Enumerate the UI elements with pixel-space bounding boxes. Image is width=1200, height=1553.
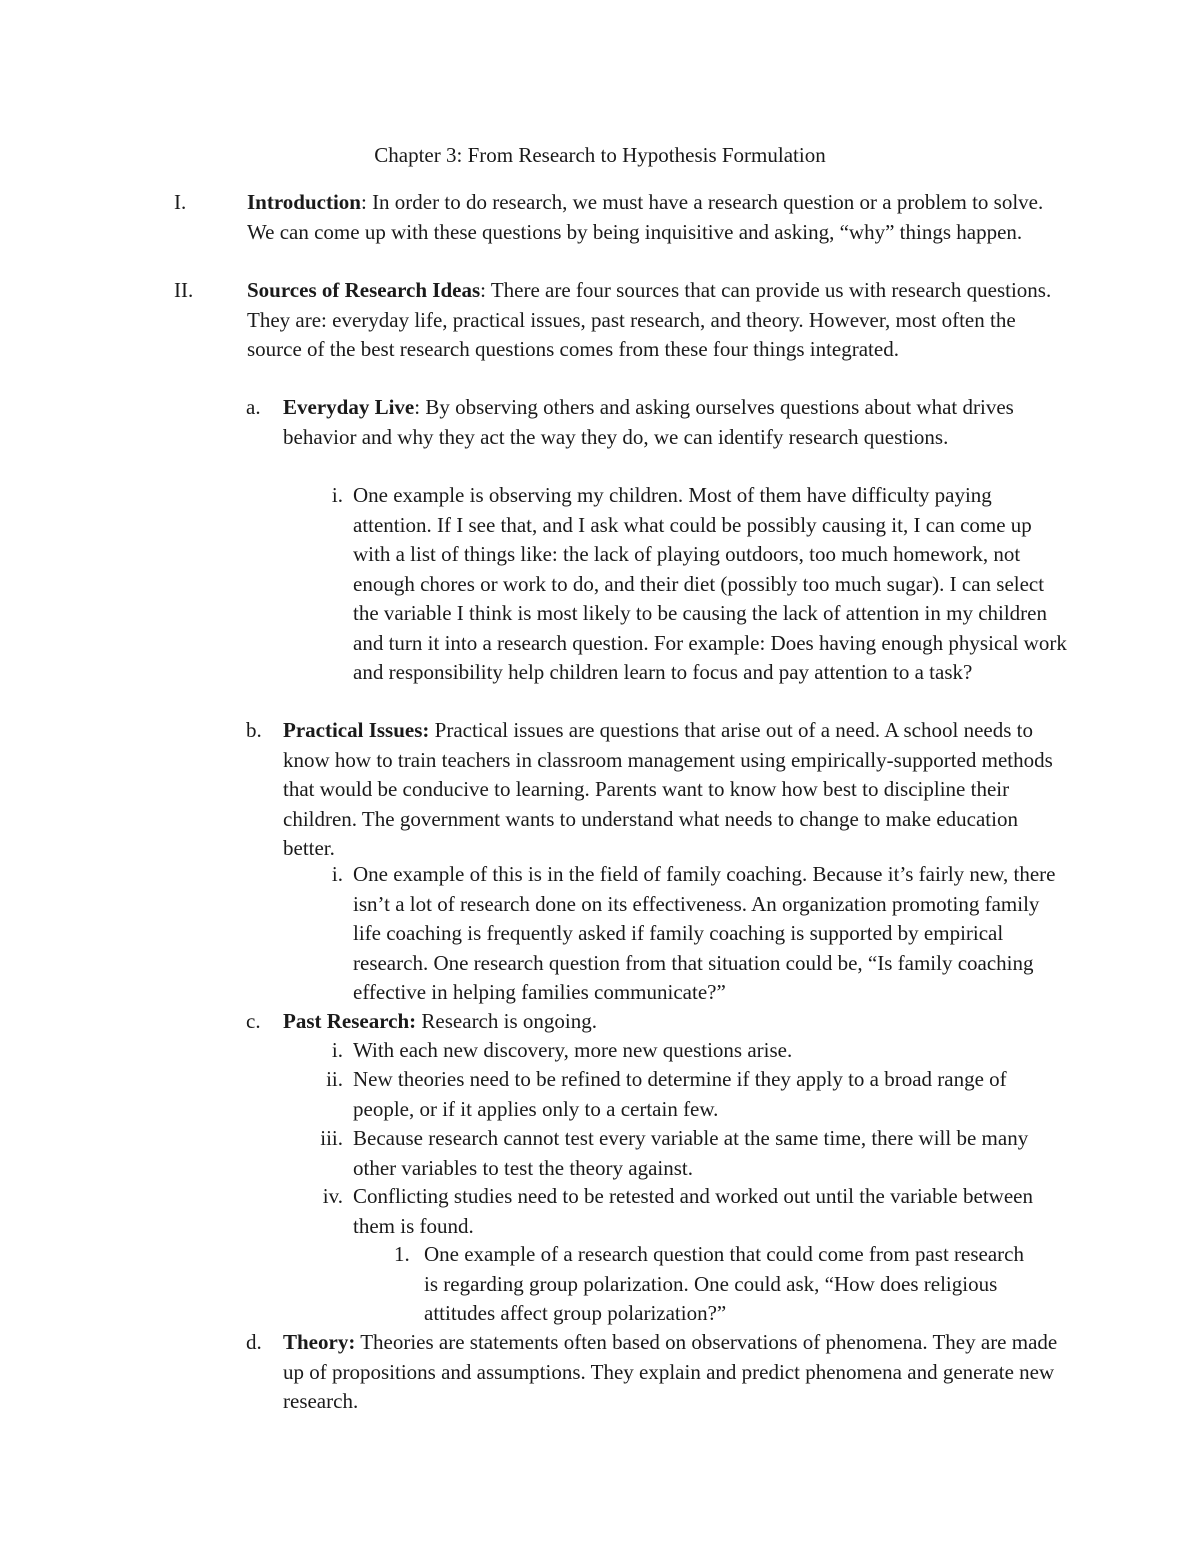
section-heading: Sources of Research Ideas (247, 278, 481, 302)
outline-marker: II. (174, 278, 194, 302)
outline-text (283, 1007, 1058, 1037)
outline-text: Conflicting studies need to be retested and worked out until the variable between them is found. (353, 1184, 1033, 1238)
outline-point (326, 1065, 1033, 1124)
outline-text: One example of this is in the field of family coaching. Because it’s fairly new, there isn’t a lot of research done on its effectiveness. An organization promoting family life coaching is frequently asked if family coaching is supported by empirical research. One research question from that situation could be, “Is family coaching effective in helping families communicate?” (353, 862, 1056, 1004)
outline-text: One example of a research question that could come from past research is regarding group polarization. One could ask, “How does religious attitudes affect group polarization?” (424, 1242, 1024, 1325)
outline-marker: I. (174, 190, 187, 214)
outline-marker: a. (246, 395, 261, 419)
section-heading: Practical Issues: (283, 718, 430, 742)
outline-item-past-research (246, 1007, 1058, 1037)
outline-item-theory (246, 1328, 1068, 1417)
outline-text: Because research cannot test every variable at the same time, there will be many other variables to test the theory against. (353, 1126, 1029, 1180)
outline-text (283, 716, 1058, 864)
outline-marker: 1. (394, 1242, 410, 1266)
outline-point (331, 1036, 1068, 1066)
outline-marker: b. (246, 718, 262, 742)
section-text: Theories are statements often based on observations of phenomena. They are made up of propositions and assumptions. They explain and predict phenomena and generate new research. (283, 1330, 1058, 1413)
section-text: : By observing others and asking ourselves questions about what drives behavior and why they act the way they do, we can identify research questions. (283, 395, 1014, 449)
outline-subpoint (394, 1240, 1039, 1329)
section-text: : In order to do research, we must have a research question or a problem to solve. We can come up with these questions by being inquisitive and asking, “why” things happen. (247, 190, 1044, 244)
outline-marker: d. (246, 1330, 262, 1354)
outline-text (247, 188, 1067, 247)
section-text: : There are four sources that can provide us with research questions. They are: everyday life, practical issues, past research, and theory. However, most often the source of the best research questions comes from these four things integrated. (247, 278, 1052, 361)
outline-text: With each new discovery, more new questions arise. (353, 1038, 793, 1062)
section-heading: Introduction (247, 190, 361, 214)
outline-text: New theories need to be refined to determine if they apply to a broad range of people, or if it applies only to a certain few. (353, 1067, 1007, 1121)
outline-marker: i. (331, 1038, 343, 1062)
outline-point (322, 1182, 1068, 1241)
section-text: Research is ongoing. (416, 1009, 597, 1033)
outline-text (283, 1328, 1068, 1417)
section-heading: Past Research: (283, 1009, 417, 1033)
outline-text (247, 276, 1062, 365)
section-heading: Theory: (283, 1330, 356, 1354)
section-heading: Everyday Live (283, 395, 415, 419)
outline-point (331, 481, 1068, 688)
section-text: Practical issues are questions that arise out of a need. A school needs to know how to train teachers in classroom management using empirically-supported methods that would be conducive to learning. Parents want to know how best to discipline their children. The government wants to understand what needs to change to make education better. (283, 718, 1053, 860)
outline-marker: ii. (326, 1067, 343, 1091)
outline-text (283, 393, 1053, 452)
outline-marker: c. (246, 1009, 261, 1033)
outline-text: One example is observing my children. Most of them have difficulty paying attention. If I see that, and I ask what could be possibly causing it, I can come up with a list of things like: the lack of playing outdoors, too much homework, not enough chores or work to do, and their diet (possibly too much sugar). I can select the variable I think is most likely to be causing the lack of attention in my children and turn it into a research question. For example: Does having enough physical work and responsibility help children learn to focus and pay attention to a task? (353, 483, 1067, 684)
outline-point (320, 1124, 1068, 1183)
outline-marker: i. (331, 483, 343, 507)
outline-item-everyday-live (246, 393, 1053, 452)
outline-item-sources (174, 276, 1062, 365)
outline-marker: iv. (322, 1184, 343, 1208)
outline-item-practical-issues (246, 716, 1058, 864)
outline-marker: i. (331, 862, 343, 886)
outline-marker: iii. (320, 1126, 343, 1150)
outline-item-introduction (174, 188, 1067, 247)
page-title: Chapter 3: From Research to Hypothesis Formulation (374, 143, 826, 167)
outline-point (331, 860, 1068, 1008)
